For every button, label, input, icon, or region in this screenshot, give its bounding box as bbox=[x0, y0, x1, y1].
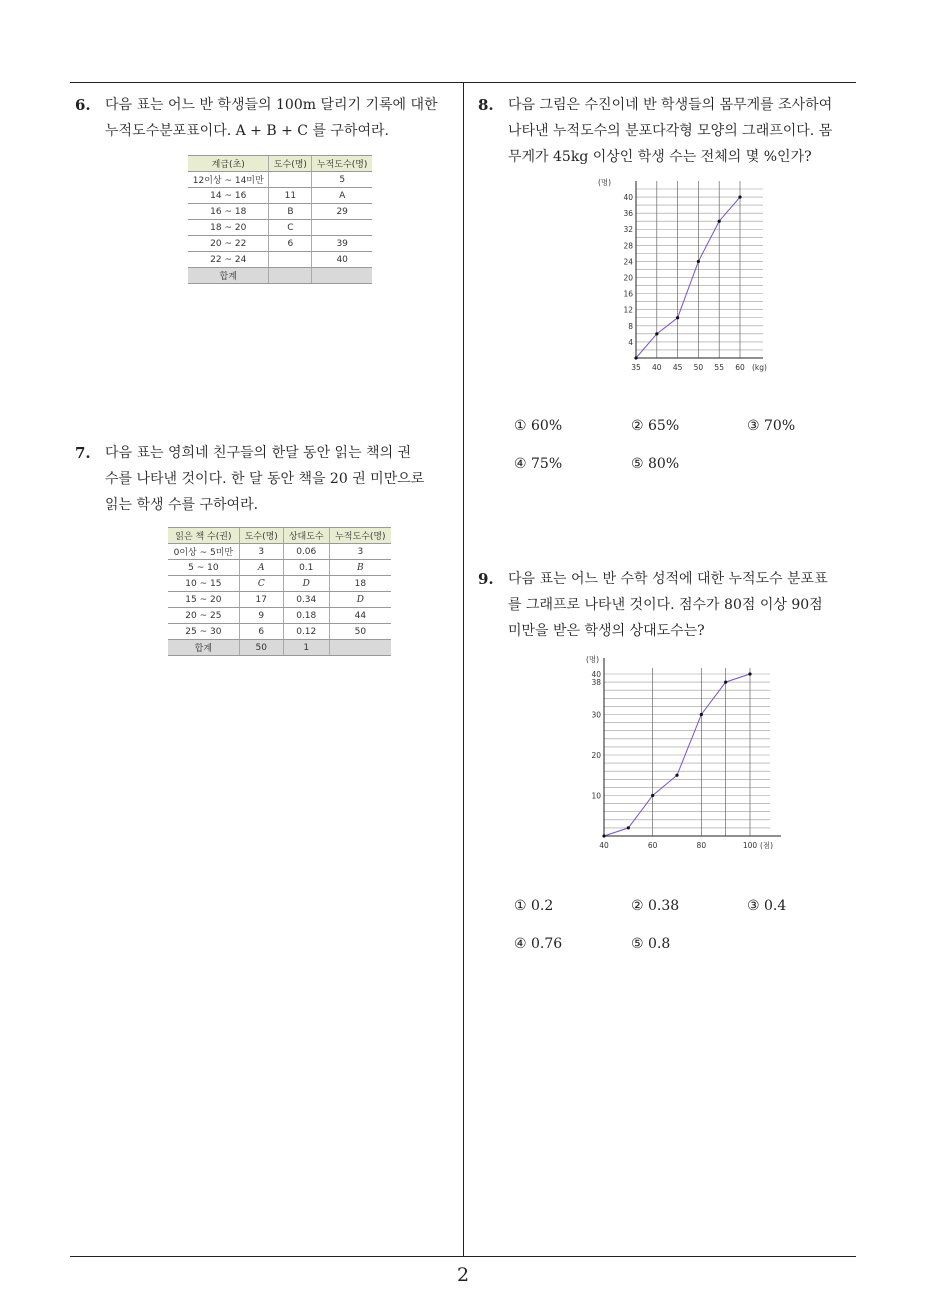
choice-4[interactable]: ④ 75% bbox=[514, 456, 563, 472]
y-tick-label: 8 bbox=[628, 321, 633, 331]
data-point bbox=[634, 356, 637, 359]
table-row: 10 ~ 15 C D 18 bbox=[168, 576, 391, 592]
choice-3[interactable]: ③ 0.4 bbox=[747, 898, 787, 914]
question-number: 9. bbox=[478, 570, 494, 588]
column-divider bbox=[463, 83, 464, 1257]
table-row: 18 ~ 20 C bbox=[188, 220, 372, 236]
table-row: 20 ~ 22 6 39 bbox=[188, 236, 372, 252]
y-tick-label: 16 bbox=[623, 289, 633, 299]
data-point bbox=[675, 774, 678, 777]
question-9 bbox=[478, 566, 863, 644]
x-tick-label: 45 bbox=[672, 363, 683, 372]
question-text: 다음 표는 어느 반 수학 성적에 대한 누적도수 분포표 를 그래프로 나타낸 것이다. 점수가 80점 이상 90점 미만을 받은 학생의 상대도수는? bbox=[508, 571, 828, 639]
choice-5[interactable]: ⑤ 0.8 bbox=[631, 936, 671, 952]
data-point bbox=[602, 834, 605, 837]
choice-4[interactable]: ④ 0.76 bbox=[514, 936, 563, 952]
x-tick-label: 35 bbox=[631, 363, 641, 372]
question-6 bbox=[75, 92, 460, 144]
question-number: 6. bbox=[75, 96, 91, 114]
table-header: 계급(초) bbox=[188, 156, 269, 172]
y-tick-label: 24 bbox=[623, 257, 633, 267]
table-header: 상대도수 bbox=[283, 528, 329, 544]
y-axis-label: (명) bbox=[586, 655, 600, 664]
data-point bbox=[655, 332, 658, 335]
question-text: 다음 표는 어느 반 학생들의 100m 달리기 기록에 대한 누적도수분포표이다. A + B + C 를 구하여라. bbox=[105, 97, 438, 139]
data-point bbox=[748, 672, 751, 675]
x-tick-label: 40 bbox=[652, 363, 662, 372]
y-tick-label: 40 bbox=[623, 193, 633, 203]
y-tick-label: 20 bbox=[591, 751, 601, 760]
y-tick-label: 20 bbox=[623, 273, 633, 283]
table-row: 22 ~ 24 40 bbox=[188, 252, 372, 268]
y-tick-label: 40 bbox=[591, 670, 601, 679]
y-tick-label: 38 bbox=[591, 678, 601, 688]
table-total-row: 합계 bbox=[188, 268, 372, 284]
data-point bbox=[718, 220, 721, 223]
data-point bbox=[627, 826, 630, 829]
y-tick-label: 10 bbox=[591, 791, 601, 801]
y-tick-label: 36 bbox=[623, 209, 633, 219]
question-7 bbox=[75, 440, 460, 518]
question-8 bbox=[478, 92, 858, 170]
table-row: 16 ~ 18 B 29 bbox=[188, 204, 372, 220]
choice-2[interactable]: ② 65% bbox=[631, 418, 680, 434]
table-row: 14 ~ 16 11 A bbox=[188, 188, 372, 204]
table-header: 도수(명) bbox=[239, 528, 283, 544]
bottom-rule bbox=[70, 1256, 856, 1257]
data-point bbox=[676, 316, 679, 319]
page-number: 2 bbox=[456, 1264, 470, 1286]
y-tick-label: 30 bbox=[591, 710, 601, 720]
table-total-row: 합계 50 1 bbox=[168, 640, 391, 656]
table-row: 25 ~ 30 6 0.12 50 bbox=[168, 624, 391, 640]
y-tick-label: 32 bbox=[623, 225, 633, 235]
x-tick-label: 100 bbox=[742, 841, 758, 850]
x-tick-label: 80 bbox=[696, 841, 707, 850]
table-row: 0이상 ~ 5미만 3 0.06 3 bbox=[168, 544, 391, 560]
table-row: 15 ~ 20 17 0.34 D bbox=[168, 592, 391, 608]
question-number: 8. bbox=[478, 96, 494, 114]
table-row: 5 ~ 10 A 0.1 B bbox=[168, 560, 391, 576]
choice-3[interactable]: ③ 70% bbox=[747, 418, 796, 434]
table-header: 누적도수(명) bbox=[329, 528, 391, 544]
x-tick-label: 50 bbox=[693, 363, 704, 372]
choice-5[interactable]: ⑤ 80% bbox=[631, 456, 680, 472]
x-tick-label: 40 bbox=[599, 841, 609, 850]
data-point bbox=[697, 260, 700, 263]
choice-1[interactable]: ① 60% bbox=[514, 418, 563, 434]
question-text: 다음 그림은 수진이네 반 학생들의 몸무게를 조사하여 나타낸 누적도수의 분포다각형 모양의 그래프이다. 몸 무게가 45kg 이상인 학생 수는 전체의 몇 %인가? bbox=[508, 97, 833, 165]
x-axis-label: (kg) bbox=[752, 363, 767, 372]
table-header: 누적도수(명) bbox=[312, 156, 372, 172]
choice-2[interactable]: ② 0.38 bbox=[631, 898, 680, 914]
table-row: 12이상 ~ 14미만 5 bbox=[188, 172, 372, 188]
y-tick-label: 4 bbox=[628, 337, 633, 347]
x-tick-label: 60 bbox=[647, 841, 658, 850]
question-text: 다음 표는 영희네 친구들의 한달 동안 읽는 책의 권 수를 나타낸 것이다. 한 달 동안 책을 20 권 미만으로 읽는 학생 수를 구하여라. bbox=[105, 445, 425, 513]
data-point bbox=[738, 195, 741, 198]
q9-cumulative-frequency-chart bbox=[580, 652, 785, 852]
data-point bbox=[651, 794, 654, 797]
y-tick-label: 28 bbox=[623, 241, 633, 251]
data-point bbox=[700, 713, 703, 716]
x-tick-label: 60 bbox=[735, 363, 745, 372]
table-row: 20 ~ 25 9 0.18 44 bbox=[168, 608, 391, 624]
question-number: 7. bbox=[75, 444, 91, 462]
q7-frequency-table bbox=[168, 527, 391, 656]
x-axis-label: (점) bbox=[760, 841, 774, 850]
x-tick-label: 55 bbox=[714, 363, 724, 372]
y-axis-label: (명) bbox=[598, 178, 612, 187]
choice-1[interactable]: ① 0.2 bbox=[514, 898, 554, 914]
q6-frequency-table bbox=[188, 155, 372, 284]
data-point bbox=[724, 681, 727, 684]
q8-cumulative-frequency-chart bbox=[590, 176, 780, 376]
table-header: 읽은 책 수(권) bbox=[168, 528, 239, 544]
y-tick-label: 12 bbox=[623, 305, 633, 315]
table-header: 도수(명) bbox=[269, 156, 312, 172]
